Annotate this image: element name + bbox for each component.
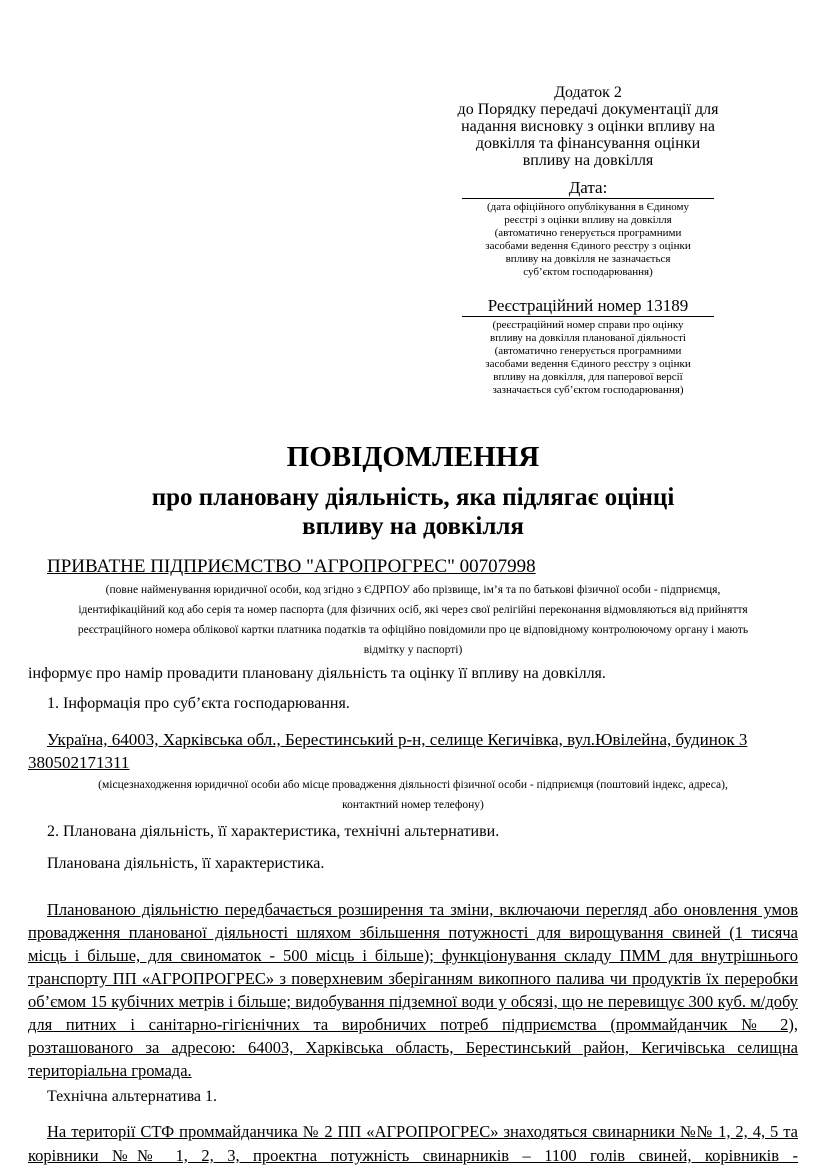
appendix-note-line: довкілля та фінансування оцінки bbox=[475, 135, 701, 152]
section-1-heading: 1. Інформація про суб’єкта господарювання. bbox=[47, 695, 350, 712]
appendix-note-line: до Порядку передачі документації для bbox=[457, 101, 719, 118]
intro-paragraph: інформує про намір провадити плановану діяльність та оцінку її впливу на довкілля. bbox=[28, 665, 606, 682]
company-note-line: (повне найменування юридичної особи, код згідно з ЄДРПОУ або прізвище, ім’я та по батькові фізичної особи - підприємця, bbox=[105, 584, 721, 596]
registration-note-line: зазначається суб’єктом господарювання) bbox=[492, 384, 684, 396]
document-title: ПОВІДОМЛЕННЯ bbox=[286, 441, 540, 473]
registration-note-line: (реєстраційний номер справи про оцінку bbox=[492, 319, 684, 331]
company-note-line: відмітку у паспорті) bbox=[363, 644, 463, 656]
technical-alternative-1-heading: Технічна альтернатива 1. bbox=[47, 1088, 218, 1105]
registration-note-line: (автоматично генерується програмними bbox=[494, 345, 682, 357]
appendix-note-line: впливу на довкілля bbox=[522, 152, 654, 169]
date-note bbox=[416, 201, 760, 279]
activity-subheading: Планована діяльність, її характеристика. bbox=[47, 855, 325, 872]
document-subtitle-line: про плановану діяльність, яка підлягає оцінці bbox=[151, 484, 675, 511]
date-note-line: впливу на довкілля не зазначається bbox=[505, 253, 671, 265]
date-signature-line: Дата: bbox=[462, 178, 714, 199]
address-note bbox=[28, 775, 798, 815]
date-note-line: реєстрі з оцінки впливу на довкілля bbox=[504, 214, 672, 226]
company-note bbox=[28, 580, 798, 660]
company-note-line: реєстраційного номера облікової картки платника податків та офіційно повідомили про це відповідному контролюючому органу і мають bbox=[77, 624, 749, 636]
registration-number-line: Реєстраційний номер 13189 bbox=[462, 296, 714, 317]
document-subtitle bbox=[28, 483, 798, 541]
company-name: ПРИВАТНЕ ПІДПРИЄМСТВО "АГРОПРОГРЕС" 00707998 bbox=[47, 556, 536, 577]
appendix-note bbox=[416, 84, 760, 169]
registration-note-line: засобами ведення Єдиного реєстру з оцінки bbox=[485, 358, 691, 370]
date-note-line: засобами ведення Єдиного реєстру з оцінки bbox=[485, 240, 691, 252]
address-note-line: контактний номер телефону) bbox=[342, 799, 484, 811]
company-address: Україна, 64003, Харківська обл., Берестинський р-н, селище Кегичівка, вул.Ювілейна, будинок 3 380502171311 bbox=[28, 730, 748, 772]
section-2-heading: 2. Планована діяльність, її характеристика, технічні альтернативи. bbox=[47, 823, 500, 840]
registration-note-line: впливу на довкілля, для паперової версії bbox=[493, 371, 683, 383]
activity-paragraph: Планованою діяльністю передбачається розширення та зміни, включаючи перегляд або оновлення умов провадження планованої діяльності шляхом збільшення потужності для вирощування свиней (1 тисяча місць і більше, для свиноматок - 500 місць і більше); функціонування складу ПММ для внутрішнього транспорту ПП «АГРОПРОГРЕС» з поверхневим зберіганням викопного палива чи продуктів їх переробки об’ємом 15 кубічних метрів і більше; видобування підземної води у обсязі, що не перевищує 300 куб. м/добу для питних і санітарно-гігієнічних та виробничих потреб підприємства (проммайданчик № 2), розташованого за адресою: 64003, Харківська область, Берестинський район, Кегичівська селищна територіальна громада. bbox=[28, 900, 798, 1080]
company-note-line: ідентифікаційний код або серія та номер паспорта (для фізичних осіб, які через свої релігійні переконання відмовляються від прийняття bbox=[78, 604, 748, 616]
document-subtitle-line: впливу на довкілля bbox=[302, 513, 524, 540]
registration-note-line: впливу на довкілля планованої діяльності bbox=[490, 332, 686, 344]
date-note-line: суб’єктом господарювання) bbox=[523, 266, 653, 278]
date-note-line: (автоматично генерується програмними bbox=[494, 227, 682, 239]
appendix-note-line: Додаток 2 bbox=[554, 84, 622, 101]
appendix-note-line: надання висновку з оцінки впливу на bbox=[461, 118, 715, 135]
date-note-line: (дата офіційного опублікування в Єдиному bbox=[487, 201, 689, 213]
technical-alternative-1-paragraph: На території СТФ проммайданчика № 2 ПП «АГРОПРОГРЕС» знаходяться свинарники №№ 1, 2, 4, 5 та корівники №№ 1, 2, 3, проектна потужність свинарників – 1100 голів свиней, корівників - bbox=[28, 1122, 798, 1165]
registration-note bbox=[416, 319, 760, 397]
official-header-column bbox=[416, 84, 760, 397]
address-note-line: (місцезнаходження юридичної особи або місце провадження діяльності фізичної особи - підприємця (поштовий індекс, адреса), bbox=[98, 779, 728, 791]
